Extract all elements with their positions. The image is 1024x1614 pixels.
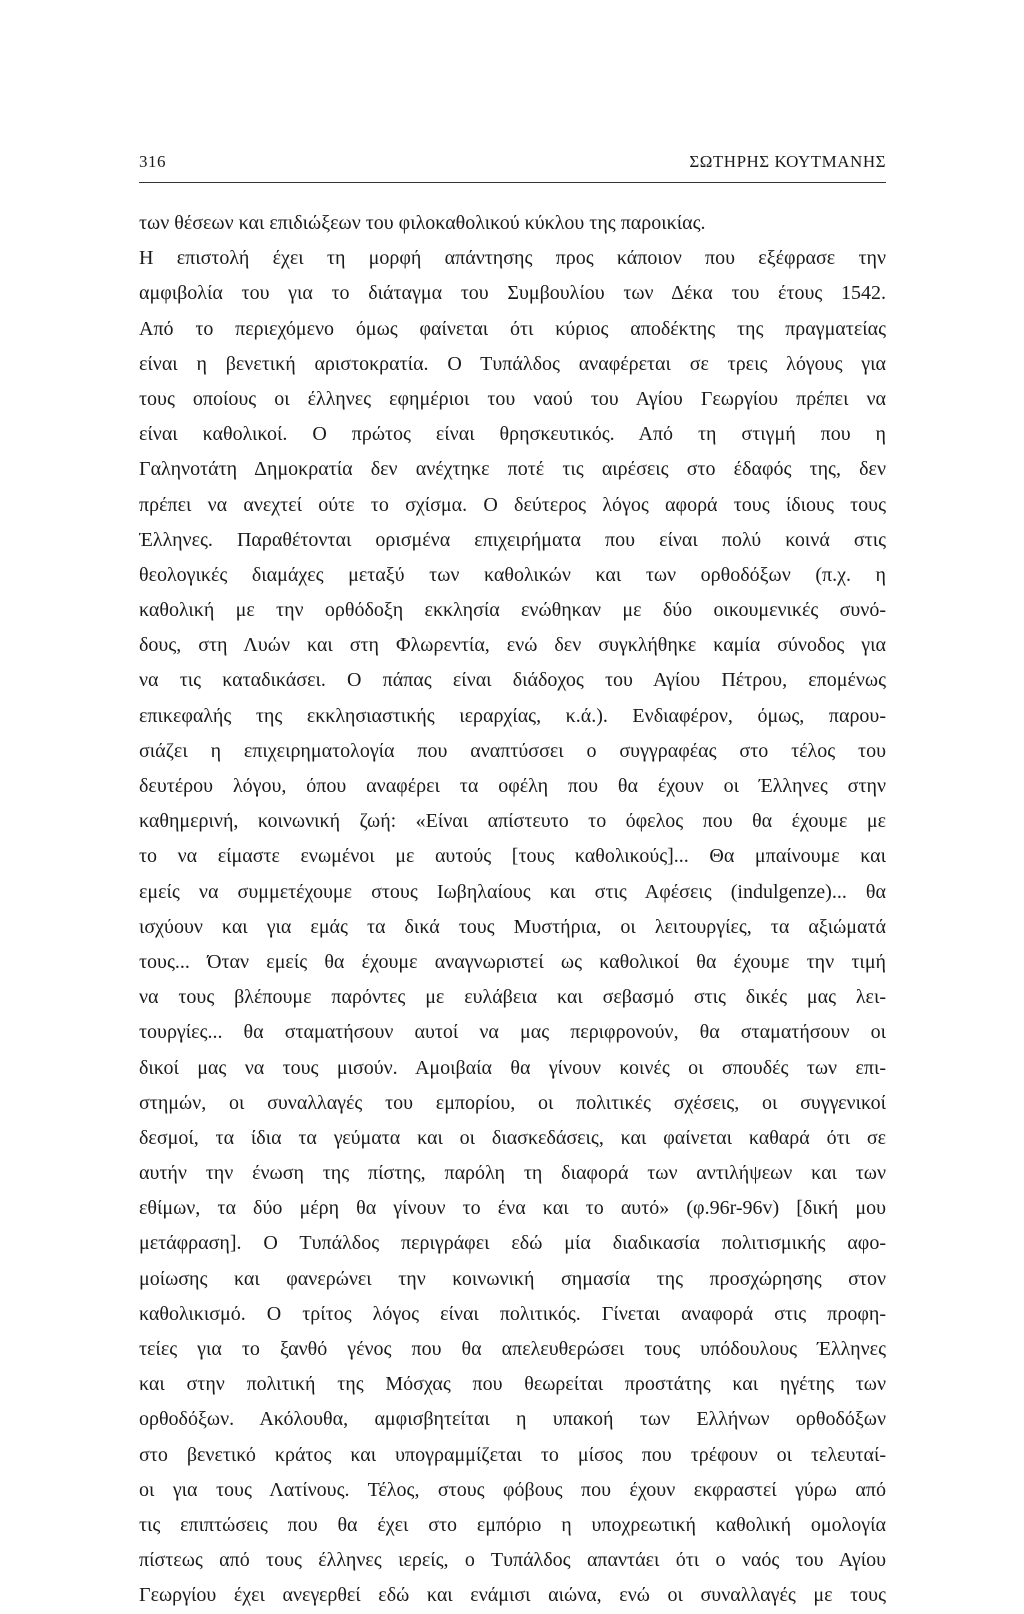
text-line: μετάφραση]. Ο Τυπάλδος περιγράφει εδώ μία διαδικασία πολιτισμικής αφο- <box>139 1232 886 1255</box>
text-line: καθολική με την ορθόδοξη εκκλησία ενώθηκαν με δύο οικουμενικές συνό- <box>139 599 886 622</box>
text-line: δευτέρου λόγου, όπου αναφέρει τα οφέλη που θα έχουν οι Έλληνες στην <box>139 775 886 797</box>
running-header <box>139 152 886 176</box>
text-line: ορθοδόξων. Ακόλουθα, αμφισβητείται η υπακοή των Ελλήνων ορθοδόξων <box>139 1408 886 1431</box>
text-line: δικοί μας να τους μισούν. Αμοιβαία θα γίνουν κοινές οι σπουδές των επι- <box>139 1056 886 1079</box>
text-line: σιάζει η επιχειρηματολογία που αναπτύσσει ο συγγραφέας στο τέλος του <box>139 739 886 762</box>
header-rule <box>139 182 886 183</box>
text-line: μοίωσης και φανερώνει την κοινωνική σημασία της προσχώρησης στον <box>139 1267 886 1290</box>
text-line: ισχύουν και για εμάς τα δικά τους Μυστήρια, οι λειτουργίες, τα αξιώματά <box>139 915 886 938</box>
text-line: τουργίες... θα σταματήσουν αυτοί να μας περιφρονούν, θα σταματήσουν οι <box>139 1021 886 1044</box>
text-line: καθολικισμό. Ο τρίτος λόγος είναι πολιτικός. Γίνεται αναφορά στις προφη- <box>139 1302 886 1325</box>
text-line: να τους βλέπουμε παρόντες με ευλάβεια και σεβασμό στις δικές μας λει- <box>139 986 886 1009</box>
text-line: επικεφαλής της εκκλησιαστικής ιεραρχίας, κ.ά.). Ενδιαφέρον, όμως, παρου- <box>139 704 886 727</box>
text-line: Από το περιεχόμενο όμως φαίνεται ότι κύριος αποδέκτης της πραγματείας <box>139 317 886 340</box>
text-line: εθίμων, τα δύο μέρη θα γίνουν το ένα και το αυτό» (φ.96r-96v) [δική μου <box>139 1197 886 1220</box>
text-line: Η επιστολή έχει τη μορφή απάντησης προς κάποιον που εξέφρασε την <box>139 247 886 270</box>
text-line: στημών, οι συναλλαγές του εμπορίου, οι πολιτικές σχέσεις, οι συγγενικοί <box>139 1091 886 1114</box>
text-line: το να είμαστε ενωμένοι με αυτούς [τους καθολικούς]... Θα μπαίνουμε και <box>139 845 886 868</box>
text-line: τους οποίους οι έλληνες εφημέριοι του ναού του Αγίου Γεωργίου πρέπει να <box>139 387 886 410</box>
text-line: στο βενετικό κράτος και υπογραμμίζεται το μίσος που τρέφουν οι τελευταί- <box>139 1443 886 1466</box>
text-line: τις επιπτώσεις που θα έχει στο εμπόριο η υποχρεωτική καθολική ομολογία <box>139 1513 886 1536</box>
text-line: πρέπει να ανεχτεί ούτε το σχίσμα. Ο δεύτερος λόγος αφορά τους ίδιους τους <box>139 493 886 516</box>
text-line: τείες για το ξανθό γένος που θα απελευθερώσει τους υπόδουλους Έλληνες <box>139 1338 886 1360</box>
text-line: να τις καταδικάσει. Ο πάπας είναι διάδοχος του Αγίου Πέτρου, επομένως <box>139 669 886 692</box>
text-line: και στην πολιτική της Μόσχας που θεωρείται προστάτης και ηγέτης των <box>139 1373 886 1396</box>
text-line: Γαληνοτάτη Δημοκρατία δεν ανέχτηκε ποτέ τις αιρέσεις στο έδαφός της, δεν <box>139 458 886 481</box>
text-line: πίστεως από τους έλληνες ιερείς, ο Τυπάλδος απαντάει ότι ο ναός του Αγίου <box>139 1549 886 1572</box>
text-line: των θέσεων και επιδιώξεων του φιλοκαθολικού κύκλου της παροικίας. <box>139 212 706 234</box>
text-line: Γεωργίου έχει ανεγερθεί εδώ και ενάμισι αιώνα, ενώ οι συναλλαγές με τους <box>139 1584 886 1607</box>
text-line: δους, στη Λυών και στη Φλωρεντία, ενώ δεν συγκλήθηκε καμία σύνοδος για <box>139 634 886 657</box>
text-line: αυτήν την ένωση της πίστης, παρόλη τη διαφορά των αντιλήψεων και των <box>139 1162 886 1185</box>
body-text <box>139 206 886 1614</box>
text-line: τους... Όταν εμείς θα έχουμε αναγνωριστεί ως καθολικοί θα έχουμε την τιμή <box>139 950 886 973</box>
text-line: θεολογικές διαμάχες μεταξύ των καθολικών και των ορθοδόξων (π.χ. η <box>139 563 886 586</box>
text-line: είναι η βενετική αριστοκρατία. Ο Τυπάλδος αναφέρεται σε τρεις λόγους για <box>139 352 886 375</box>
running-title: ΣΩΤΗΡΗΣ ΚΟΥΤΜΑΝΗΣ <box>689 152 886 171</box>
text-line: Έλληνες. Παραθέτονται ορισμένα επιχειρήματα που είναι πολύ κοινά στις <box>139 528 886 551</box>
text-line: δεσμοί, τα ίδια τα γεύματα και οι διασκεδάσεις, και φαίνεται καθαρά ότι σε <box>139 1126 886 1149</box>
text-line: είναι καθολικοί. Ο πρώτος είναι θρησκευτικός. Από τη στιγμή που η <box>139 423 886 446</box>
page-number: 316 <box>139 152 166 171</box>
text-line: αμφιβολία του για το διάταγμα του Συμβουλίου των Δέκα του έτους 1542. <box>139 282 886 305</box>
text-line: καθημερινή, κοινωνική ζωή: «Είναι απίστευτο το όφελος που θα έχουμε με <box>139 810 886 833</box>
text-line: εμείς να συμμετέχουμε στους Ιωβηλαίους και στις Αφέσεις (indulgenze)... θα <box>139 880 886 903</box>
text-line: οι για τους Λατίνους. Τέλος, στους φόβους που έχουν εκφραστεί γύρω από <box>139 1478 886 1501</box>
